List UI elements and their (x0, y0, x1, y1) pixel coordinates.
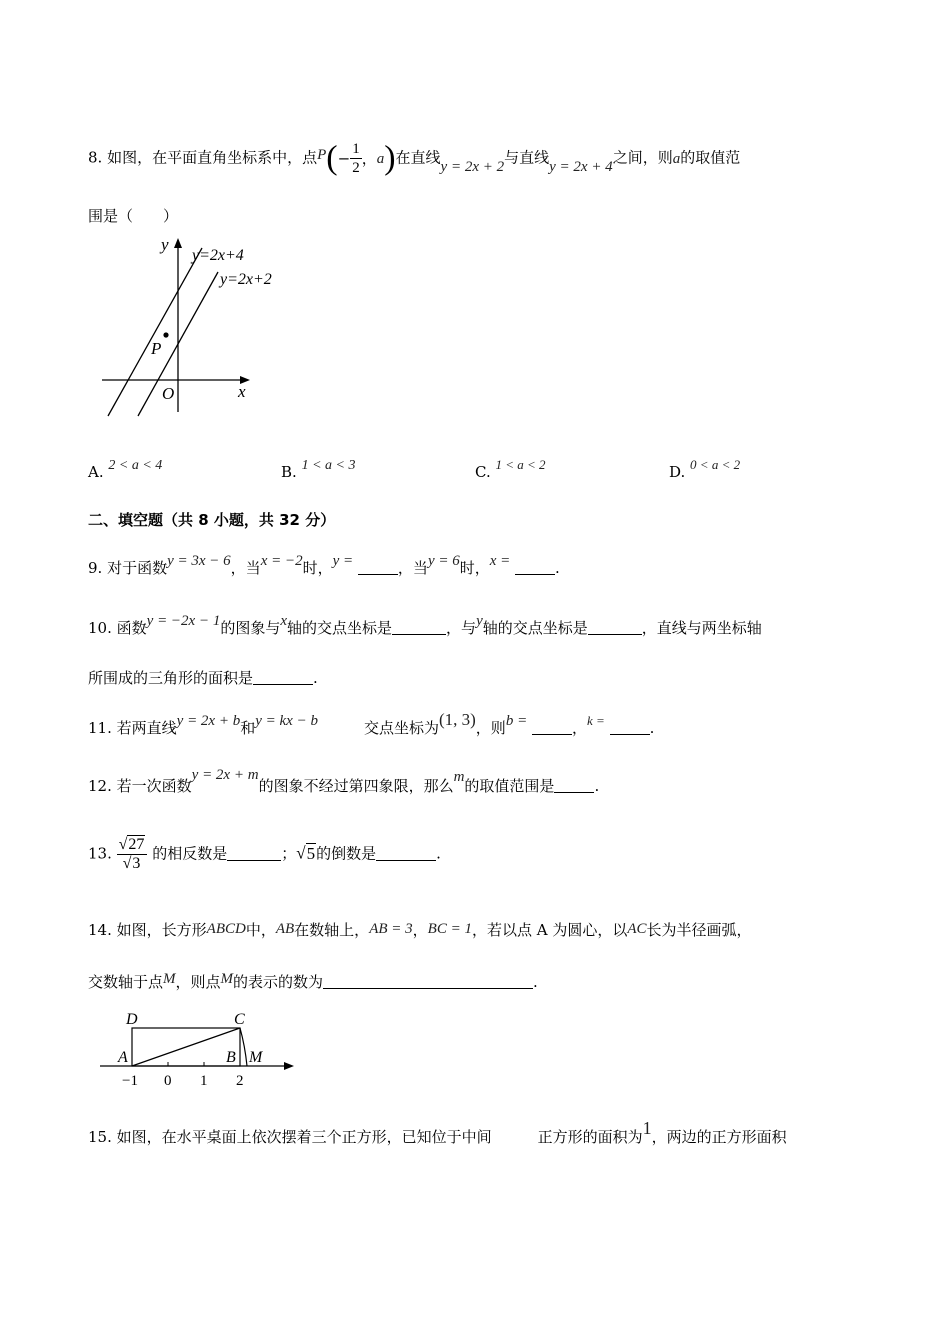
q9-blank1[interactable] (358, 560, 398, 575)
q14-t4: ，若以点 A 为圆心，以 (471, 921, 628, 939)
q11-t4: ，则 (475, 719, 506, 737)
q9-y-eq: y = (332, 553, 354, 569)
q8-text3: 与直线 (504, 148, 550, 167)
q8-fig-label-p: P (151, 339, 162, 358)
q11-b-eq: b = (505, 713, 528, 729)
q14-label-b: B (226, 1049, 236, 1066)
q13-blank1[interactable] (227, 846, 281, 861)
q11-line (88, 710, 910, 741)
q14-t5: 长为半径画弧， (646, 921, 752, 939)
q12-t2: 的图象不经过第四象限，那么 (258, 777, 454, 795)
q13-number: 13. (88, 844, 112, 863)
q9-t1: 对于函数 (107, 559, 168, 577)
q8-frac-den: 2 (352, 160, 360, 176)
q8-text2: 在直线 (395, 148, 441, 167)
q14-t6: 交数轴于点 (88, 973, 164, 991)
q14-label-c: C (234, 1011, 245, 1028)
q8-number: 8. (88, 148, 103, 167)
q8-text4: 之间，则 (612, 148, 673, 167)
q8-point-p: P (317, 146, 327, 163)
q13-t3: 的倒数是 (316, 844, 377, 863)
q15-t2: 正方形的面积为 (537, 1128, 643, 1146)
q11-blank1[interactable] (532, 720, 572, 735)
q8-fig-label-x: x (238, 382, 246, 401)
q13-frac-den (117, 855, 148, 873)
q14-abcd: ABCD (206, 921, 246, 937)
q14-eq2: BC = 1 (427, 921, 472, 937)
q11-k-eq: k = (586, 713, 605, 728)
q9-x-eq: x = (489, 553, 511, 569)
q10-t2: 的图象与 (220, 619, 281, 637)
q13-fraction (117, 836, 148, 873)
q14-tick-label-neg1: −1 (122, 1073, 138, 1089)
q8-option-c[interactable] (475, 457, 546, 485)
q11-t5: ， (571, 719, 587, 737)
q13-sqrt-den: √3 (122, 855, 141, 872)
q8-figure (98, 232, 298, 422)
q8-option-a-value: 2 < a < 4 (108, 458, 163, 473)
q14-t2: 中， (245, 921, 276, 939)
q8-fig-label-o: O (162, 384, 175, 403)
q14-diagonal-ac (132, 1028, 240, 1066)
q13-rad5: 5 (306, 843, 316, 863)
q14-t1: 如图，长方形 (116, 921, 207, 939)
q8-frac-num: 1 (352, 141, 360, 157)
q14-t3: 在数轴上， (294, 921, 370, 939)
q10-x: x (280, 613, 288, 629)
q8-option-b[interactable] (281, 460, 355, 486)
q12-t3: 的取值范围是 (464, 777, 555, 795)
q10-t7: 所围成的三角形的面积是 (88, 669, 254, 687)
q8-sep: ， (361, 149, 377, 168)
q9-cond1: x = −2 (260, 553, 303, 569)
q8-right-paren: ) (384, 139, 396, 177)
q8-var-a: a (672, 150, 681, 167)
q10-line1 (88, 613, 910, 641)
q13-sqrt-num: √27 (118, 836, 145, 853)
q8-option-d-value: 0 < a < 2 (690, 457, 741, 472)
q14-arc (240, 1028, 247, 1066)
q10-t3: 轴的交点坐标是 (287, 619, 393, 637)
q11-t2: 和 (240, 719, 256, 737)
q14-ac: AC (627, 921, 647, 937)
q14-m2: M (220, 971, 234, 987)
q12-function: y = 2x + m (191, 767, 259, 783)
q8-options (88, 457, 910, 484)
q9-cond2: y = 6 (427, 553, 460, 569)
q15-number: 15. (88, 1128, 112, 1146)
q10-y: y (476, 613, 483, 629)
section2-title: 二、填空题（共 8 小题，共 32 分） (88, 511, 336, 529)
q8-option-b-letter: B. (281, 463, 297, 481)
q13-t1: 的相反数是 (152, 844, 228, 863)
q12-line (88, 767, 910, 799)
q11-t1: 若两直线 (116, 719, 177, 737)
q8-fig-label-upper: y=2x+4 (192, 247, 244, 264)
q13-rad-num: 27 (128, 836, 145, 853)
q8-left-paren: ( (326, 139, 338, 177)
q8-fig-label-lower: y=2x+2 (220, 271, 272, 288)
q11-blank2[interactable] (610, 720, 650, 735)
q8-line2 (88, 204, 910, 228)
q10-blank2[interactable] (588, 620, 642, 635)
q14-number: 14. (88, 921, 112, 939)
q15-t1: 如图，在水平桌面上依次摆着三个正方形，已知位于中间 (116, 1128, 492, 1146)
q14-sep: ， (412, 921, 428, 939)
q9-t5: 时， (459, 559, 490, 577)
q12-end: . (594, 777, 600, 795)
q11-point: (1, 3) (438, 710, 476, 729)
q11-t3: 交点坐标为 (363, 719, 439, 737)
q8-option-b-value: 1 < a < 3 (301, 458, 356, 473)
q14-t7: ，则点 (175, 973, 221, 991)
q14-label-a: A (118, 1049, 128, 1066)
q14-label-m: M (249, 1049, 263, 1066)
q8-option-a[interactable] (88, 460, 162, 486)
q14-line1 (88, 918, 910, 943)
q8-fig-label-y: y (161, 235, 169, 254)
q14-eq1: AB = 3 (369, 921, 413, 937)
q13-end: . (436, 844, 441, 863)
q15-one: 1 (642, 1118, 652, 1138)
q14-end: . (533, 973, 538, 991)
q8-line2-eq: y = 2x + 4 (549, 158, 613, 175)
q8-text1: 如图，在平面直角坐标系中，点 (107, 148, 318, 167)
q12-blank[interactable] (554, 778, 594, 793)
q8-text6: 围是（ ） (88, 207, 179, 225)
q9-t2: ，当 (230, 559, 261, 577)
q10-end: . (313, 669, 318, 687)
q8-option-c-letter: C. (475, 463, 491, 481)
q13-blank2[interactable] (376, 846, 436, 861)
q9-t4: ，当 (397, 559, 428, 577)
q10-t6: ，直线与两坐标轴 (641, 619, 762, 637)
q10-t5: 轴的交点坐标是 (482, 619, 588, 637)
q11-line1-eq: y = 2x + b (176, 713, 241, 729)
q12-number: 12. (88, 777, 112, 795)
q14-tick-label-2: 2 (236, 1073, 244, 1089)
q9-function: y = 3x − 6 (167, 553, 231, 569)
q10-line2 (88, 666, 910, 690)
q9-t3: 时， (302, 559, 333, 577)
q14-m1: M (163, 971, 176, 987)
q8-point-dot (163, 332, 168, 337)
q8-option-c-value: 1 < a < 2 (495, 457, 546, 472)
q13-frac-num (117, 836, 148, 855)
q8-y-arrow (174, 238, 182, 248)
q9-number: 9. (88, 559, 103, 577)
q13-t2: ； (281, 844, 297, 863)
q8-option-a-letter: A. (88, 463, 104, 481)
q10-blank3[interactable] (253, 670, 313, 685)
q8-coord-a: a (376, 150, 385, 167)
q9-end: . (555, 559, 560, 577)
q14-label-d: D (126, 1011, 138, 1028)
q14-line2 (88, 970, 910, 995)
q14-tick-label-1: 1 (200, 1073, 208, 1089)
q13-line (88, 836, 910, 873)
q12-m: m (453, 769, 465, 785)
q13-rad-den: 3 (132, 855, 141, 872)
q9-blank2[interactable] (515, 560, 555, 575)
q12-t1: 若一次函数 (116, 777, 192, 795)
q8-line1 (88, 140, 910, 177)
q15-t3: ，两边的正方形面积 (651, 1128, 787, 1146)
q10-t4: ，与 (446, 619, 477, 637)
q11-number: 11. (88, 719, 112, 737)
q9-line (88, 553, 910, 581)
q13-sqrt5: √5 (296, 843, 316, 863)
q8-text5: 的取值范 (680, 148, 741, 167)
q14-number-line-arrow (284, 1062, 294, 1070)
q10-number: 10. (88, 619, 112, 637)
q11-line2-eq: y = kx − b (255, 713, 318, 729)
q8-frac-sign: − (337, 149, 351, 168)
q8-line1-eq: y = 2x + 2 (440, 158, 505, 175)
q8-line-upper (108, 248, 202, 416)
q8-option-d[interactable] (669, 457, 741, 485)
q10-t1: 函数 (116, 619, 147, 637)
q14-tick-label-0: 0 (164, 1073, 172, 1089)
q8-option-d-letter: D. (669, 463, 686, 481)
q14-ab: AB (275, 921, 295, 937)
q8-fraction (350, 140, 362, 177)
q14-t8: 的表示的数为 (233, 973, 324, 991)
q10-function: y = −2x − 1 (146, 613, 221, 629)
q10-blank1[interactable] (392, 620, 446, 635)
q15-line (88, 1118, 910, 1149)
q11-end: . (649, 719, 655, 737)
q14-figure (98, 1008, 298, 1090)
q14-blank[interactable] (323, 974, 533, 989)
